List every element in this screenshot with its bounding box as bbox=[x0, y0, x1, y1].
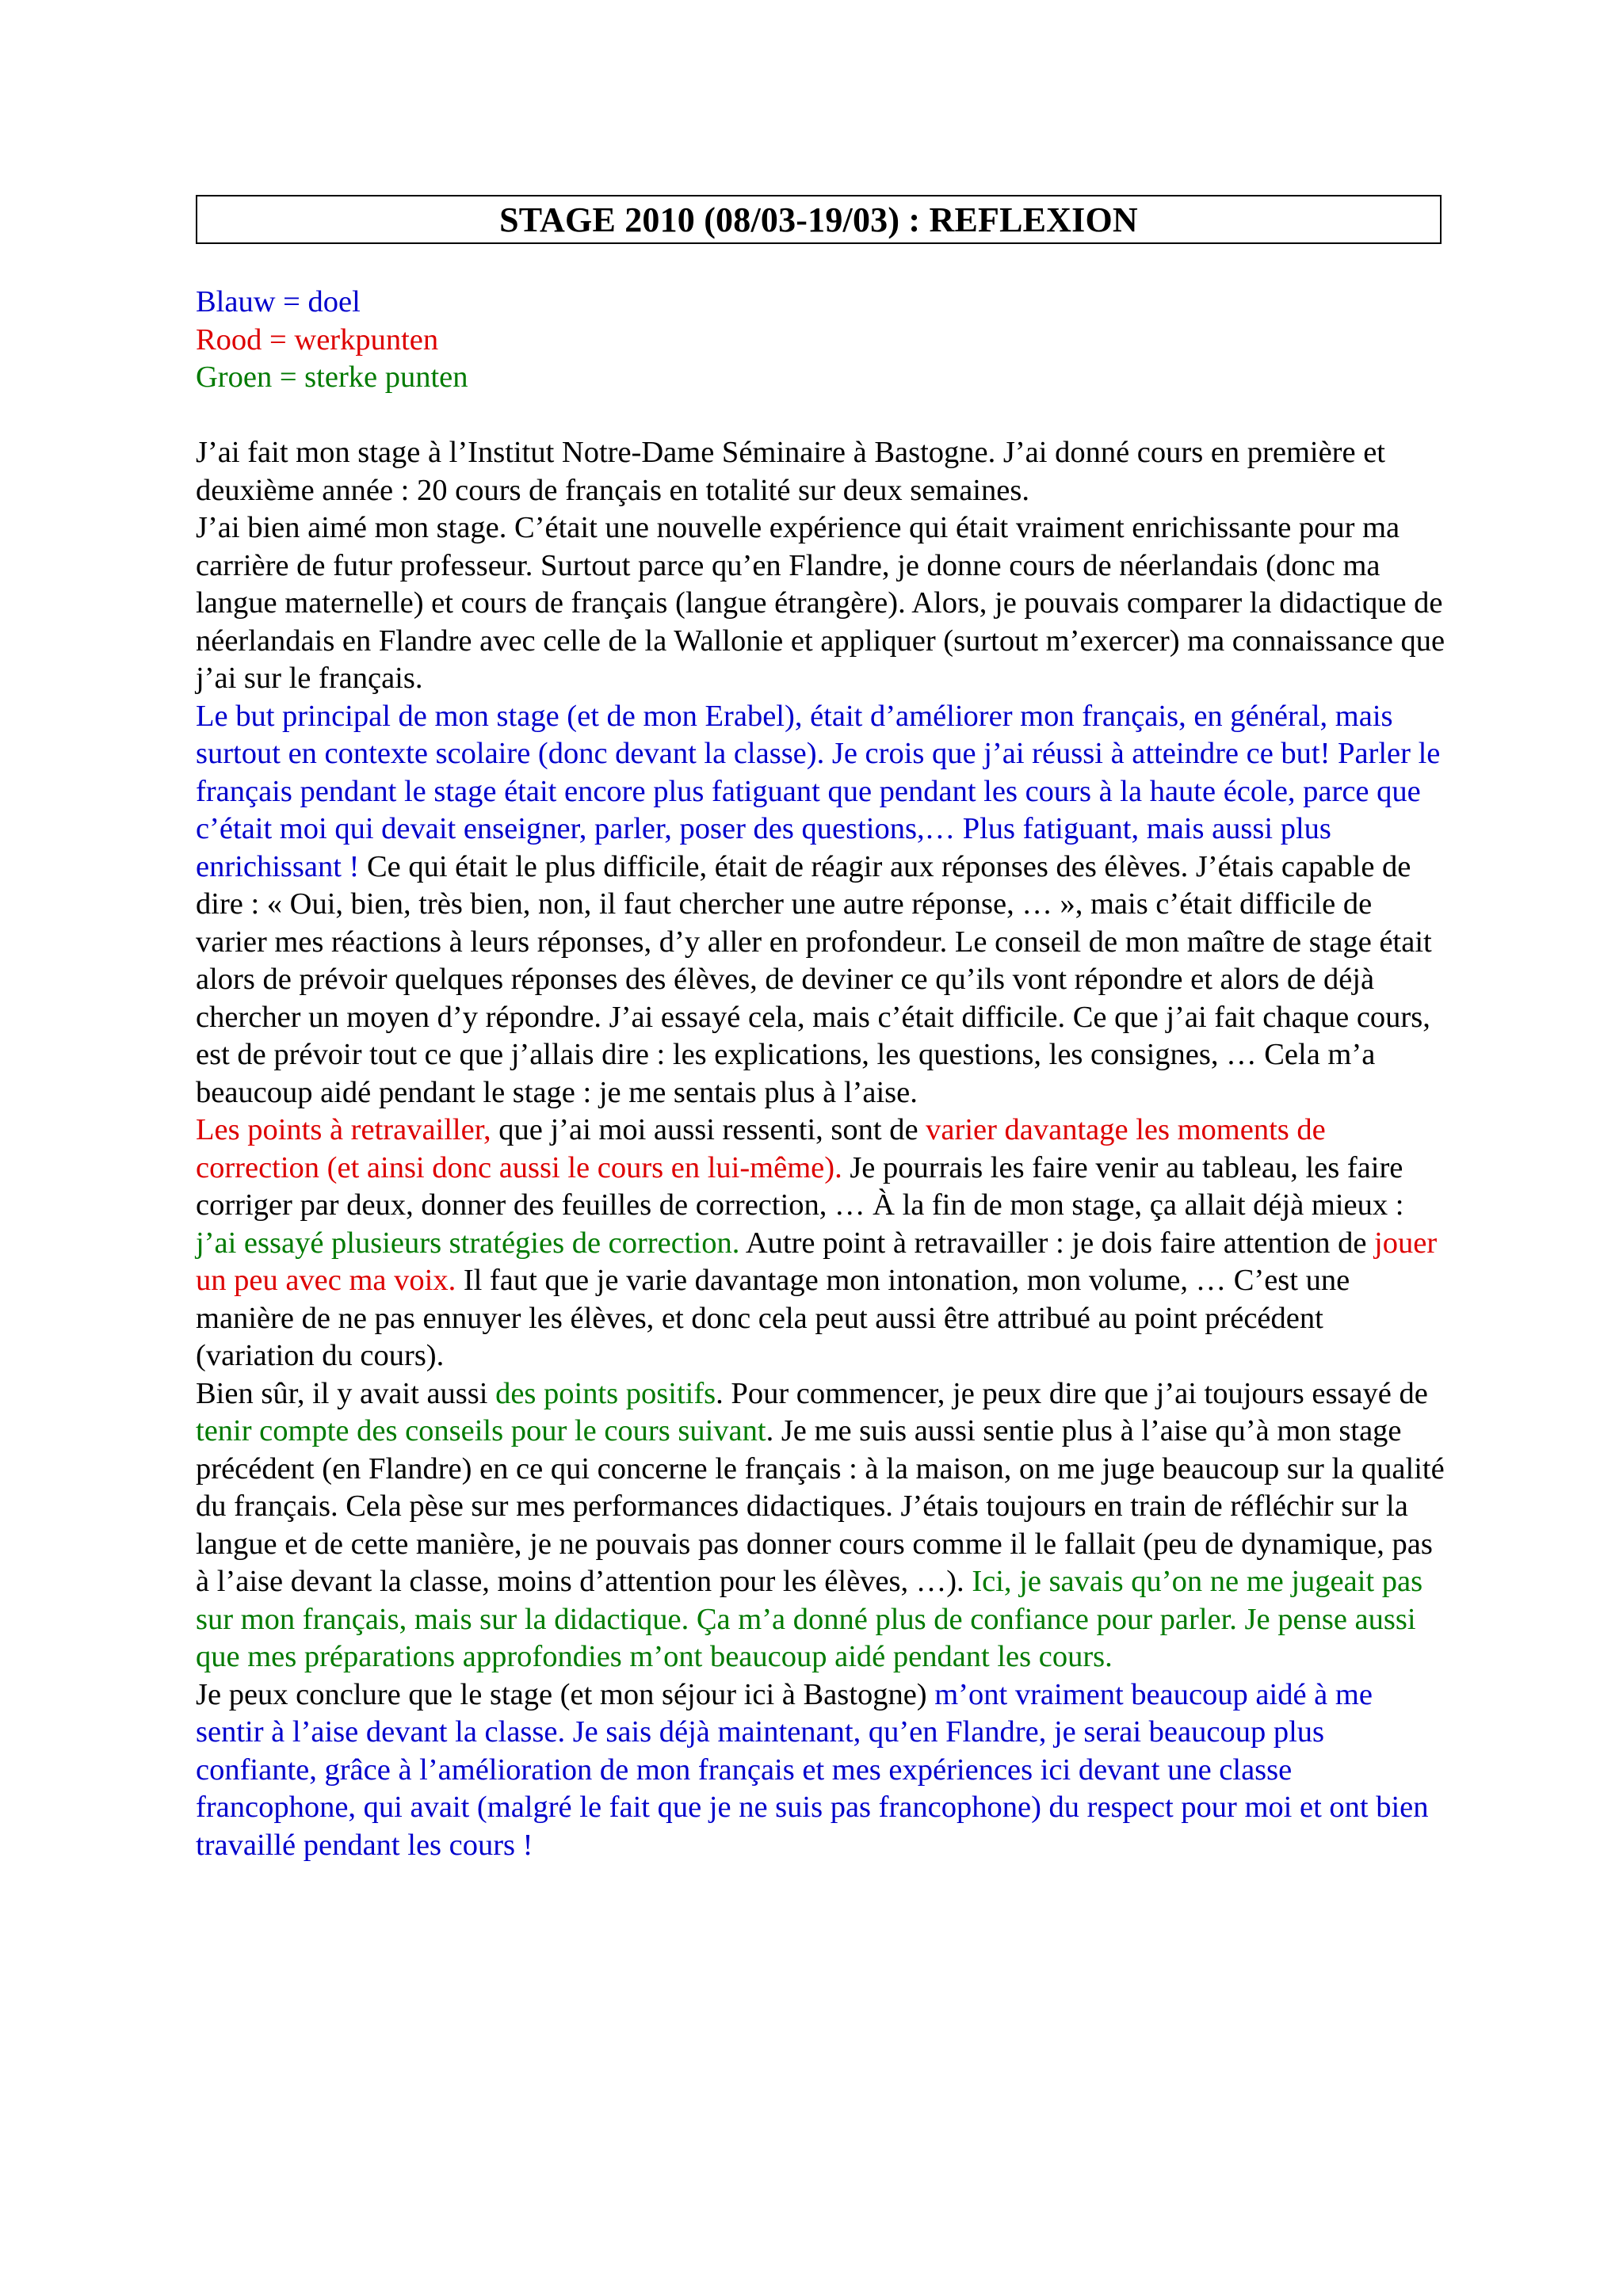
page-title: STAGE 2010 (08/03-19/03) : REFLEXION bbox=[499, 200, 1138, 239]
text-segment: Je pourrais les faire venir au tableau, les faire corriger par deux, donner des feuilles de correction, … À la fin de mon stage, ça allait déjà mieux : bbox=[196, 1150, 1404, 1222]
document-body bbox=[196, 284, 1448, 1864]
color-legend bbox=[196, 284, 1448, 397]
text-segment-work-point: Les points à retravailler, bbox=[196, 1113, 491, 1146]
text-segment: J’ai fait mon stage à l’Institut Notre-Dame Séminaire à Bastogne. J’ai donné cours en première et deuxième année : 20 cours de français en totalité sur deux semaines. bbox=[196, 436, 1385, 507]
text-segment: J’ai bien aimé mon stage. C’était une nouvelle expérience qui était vraiment enrichissante pour ma carrière de futur professeur. Surtout parce qu’en Flandre, je donne cours de néerlandais (donc ma langue maternelle) et cours de français (langue étrangère). Alors, je pouvais comparer la didactique de néerlandais en Flandre avec celle de la Wallonie et appliquer (surtout m’exercer) ma connaissance que j’ai sur le français. bbox=[196, 511, 1445, 695]
text-segment-work-point: varier davantage les moments de correction (et ainsi donc aussi le cours en lui-même). bbox=[196, 1113, 1326, 1184]
text-segment-strong-point: tenir compte des conseils pour le cours suivant bbox=[196, 1414, 766, 1447]
text-segment-work-point: jouer un peu avec ma voix. bbox=[196, 1226, 1438, 1297]
text-segment-goal: m’ont vraiment beaucoup aidé à me sentir à l’aise devant la classe. Je sais déjà maintenant, qu’en Flandre, je serai beaucoup plus confiante, grâce à l’amélioration de mon français et mes expériences ici devant une classe francophone, qui avait (malgré le fait que je ne suis pas francophone) du respect pour moi et ont bien travaillé pendant les cours ! bbox=[196, 1677, 1429, 1862]
legend-green: Groen = sterke punten bbox=[196, 360, 468, 394]
legend-red: Rood = werkpunten bbox=[196, 322, 439, 357]
text-segment: . Pour commencer, je peux dire que j’ai toujours essayé de bbox=[716, 1376, 1428, 1410]
paragraph-positive-points bbox=[196, 1375, 1448, 1676]
text-segment: Je peux conclure que le stage (et mon séjour ici à Bastogne) bbox=[196, 1677, 935, 1711]
text-segment-strong-point: des points positifs bbox=[495, 1376, 716, 1410]
legend-blue: Blauw = doel bbox=[196, 285, 361, 318]
paragraph-work-points bbox=[196, 1112, 1448, 1375]
title-box bbox=[196, 195, 1442, 244]
text-segment: Ce qui était le plus difficile, était de réagir aux réponses des élèves. J’étais capable de dire : « Oui, bien, très bien, non, il faut chercher une autre réponse, … », mais c’était difficile de varier mes réactions à leurs réponses, d’y aller en profondeur. Le conseil de mon maître de stage était alors de prévoir quelques réponses des élèves, de deviner ce qu’ils vont répondre et alors de déjà chercher un moyen d’y répondre. J’ai essayé cela, mais c’était difficile. Ce que j’ai fait chaque cours, est de prévoir tout ce que j’allais dire : les explications, les questions, les consignes, … Cela m’a beaucoup aidé pendant le stage : je me sentais plus à l’aise. bbox=[196, 849, 1432, 1109]
spacer bbox=[196, 397, 1448, 435]
paragraph-intro bbox=[196, 434, 1448, 509]
paragraph-conclusion bbox=[196, 1676, 1448, 1865]
text-segment-strong-point: j’ai essayé plusieurs stratégies de correction. bbox=[196, 1226, 740, 1260]
paragraph-experience bbox=[196, 509, 1448, 698]
text-segment: Il faut que je varie davantage mon intonation, mon volume, … C’est une manière de ne pas ennuyer les élèves, et donc cela peut aussi être attribué au point précédent (variation du cours). bbox=[196, 1264, 1350, 1372]
text-segment: Bien sûr, il y avait aussi bbox=[196, 1376, 496, 1410]
text-segment-goal: Le but principal de mon stage (et de mon Erabel), était d’améliorer mon français, en général, mais surtout en contexte scolaire (donc devant la classe). Je crois que j’ai réussi à atteindre ce but! Parler le français pendant le stage était encore plus fatiguant que pendant les cours à la haute école, parce que c’était moi qui devait enseigner, parler, poser des questions,… Plus fatiguant, mais aussi plus enrichissant ! bbox=[196, 699, 1441, 883]
text-segment: Autre point à retravailler : je dois faire attention de bbox=[739, 1226, 1375, 1260]
paragraph-goal bbox=[196, 698, 1448, 1112]
text-segment: . Je me suis aussi sentie plus à l’aise qu’à mon stage précédent (en Flandre) en ce qui concerne le français : à la maison, on me juge beaucoup sur la qualité du français. Cela pèse sur mes performances didactiques. J’étais toujours en train de réfléchir sur la langue et de cette manière, je ne pouvais pas donner cours comme il le fallait (peu de dynamique, pas à l’aise devant la classe, moins d’attention pour les élèves, …). bbox=[196, 1414, 1445, 1598]
text-segment: que j’ai moi aussi ressenti, sont de bbox=[491, 1113, 926, 1146]
text-segment-strong-point: Ici, je savais qu’on ne me jugeait pas sur mon français, mais sur la didactique. Ça m’a donné plus de confiance pour parler. Je pense aussi que mes préparations approfondies m’ont beaucoup aidé pendant les cours. bbox=[196, 1565, 1423, 1673]
